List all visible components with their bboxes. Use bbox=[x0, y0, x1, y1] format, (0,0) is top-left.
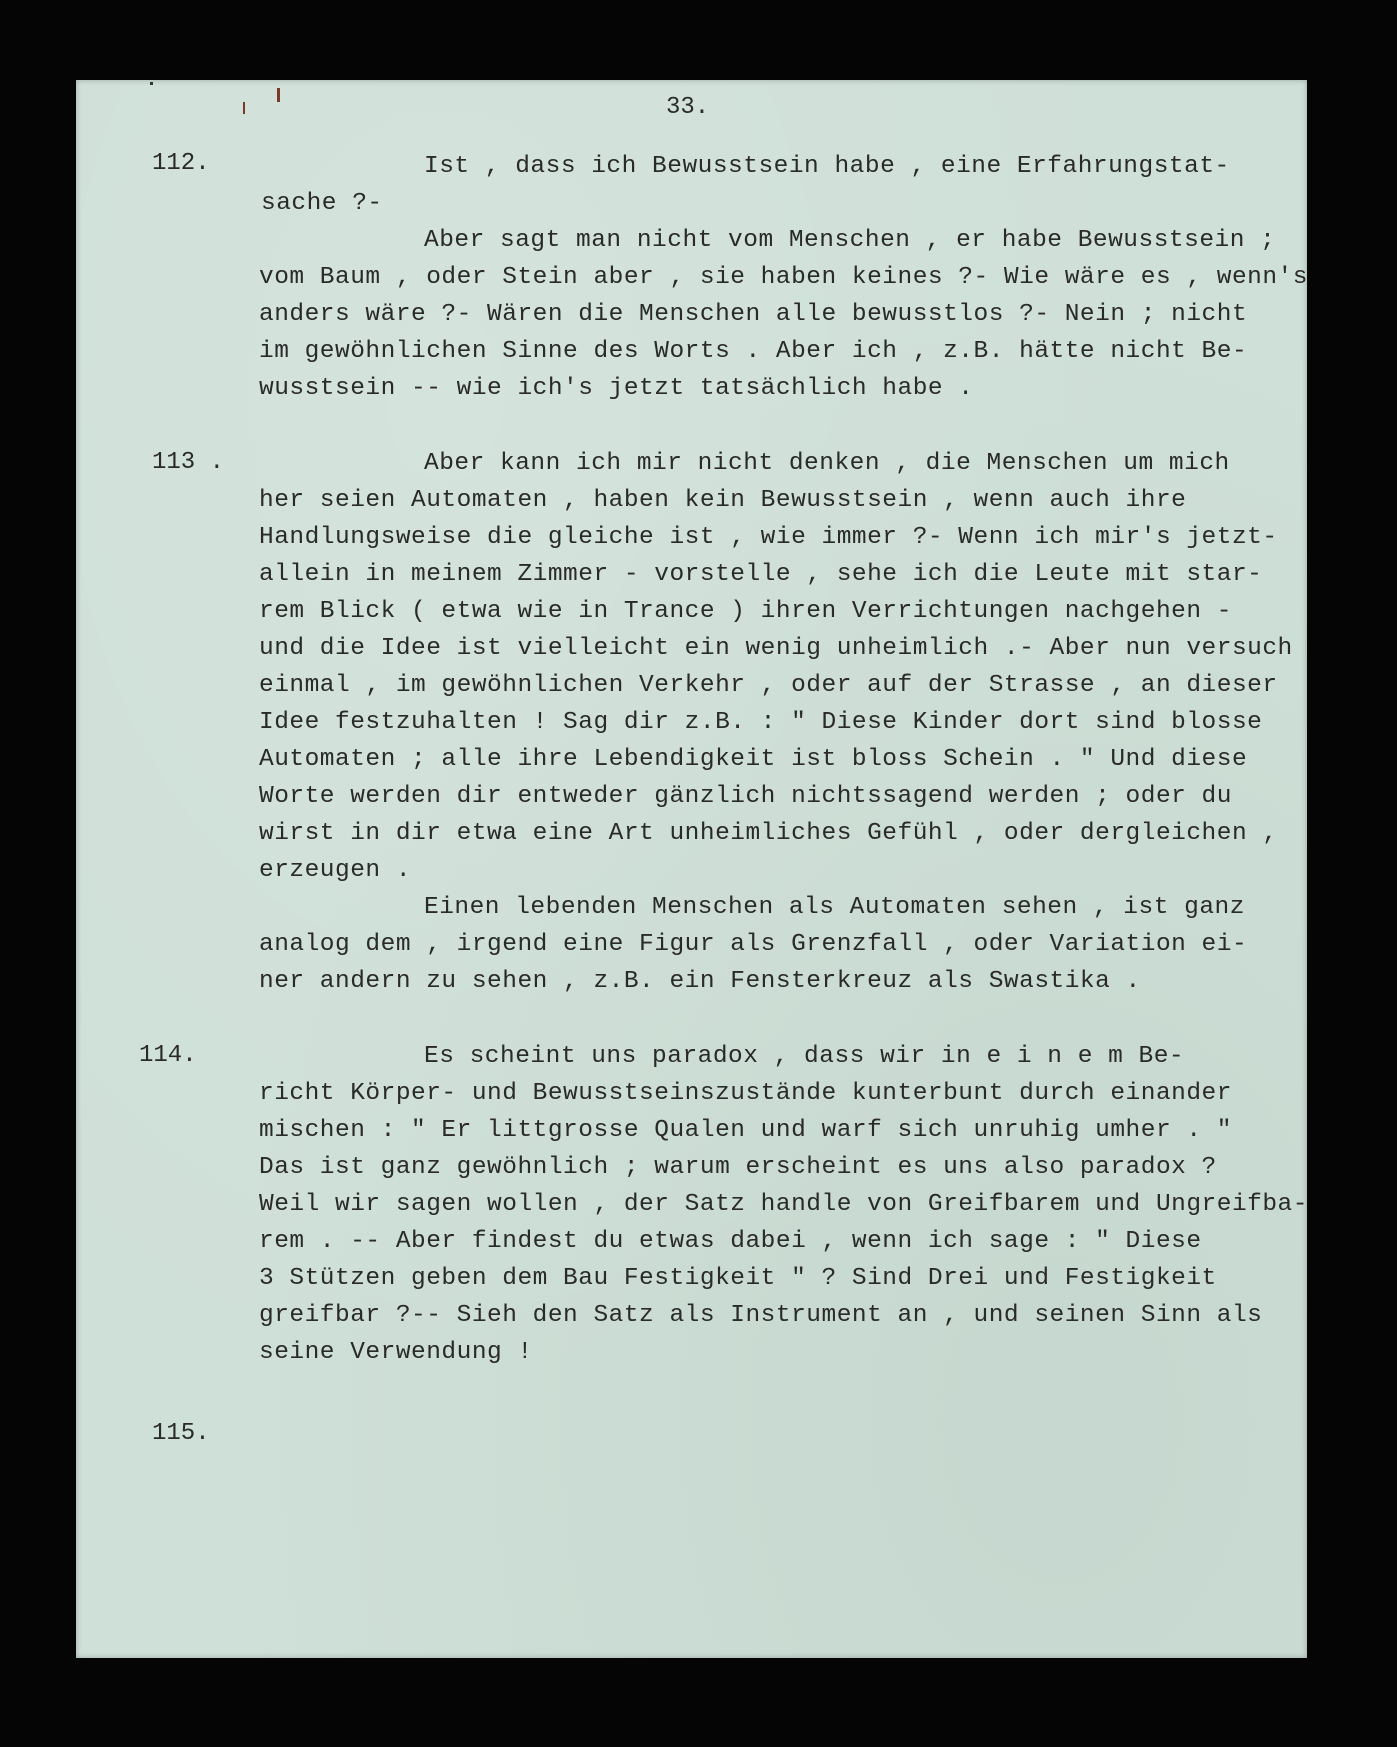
section-number: 115. bbox=[152, 1420, 210, 1447]
text-line: Weil wir sagen wollen , der Satz handle von Greifbarem und Ungreifba- bbox=[259, 1191, 1308, 1218]
text-line: greifbar ?-- Sieh den Satz als Instrument an , und seinen Sinn als bbox=[259, 1302, 1263, 1329]
text-line: Handlungsweise die gleiche ist , wie immer ?- Wenn ich mir's jetzt- bbox=[259, 524, 1278, 551]
text-line: Automaten ; alle ihre Lebendigkeit ist bloss Schein . " Und diese bbox=[259, 746, 1248, 773]
text-line: Aber sagt man nicht vom Menschen , er habe Bewusstsein ; bbox=[424, 227, 1276, 254]
text-line: einmal , im gewöhnlichen Verkehr , oder auf der Strasse , an dieser bbox=[259, 672, 1278, 699]
text-line: Aber kann ich mir nicht denken , die Menschen um mich bbox=[424, 450, 1230, 477]
text-line: sache ?- bbox=[261, 190, 383, 217]
text-line: Einen lebenden Menschen als Automaten sehen , ist ganz bbox=[424, 894, 1245, 921]
ink-mark bbox=[243, 102, 245, 114]
text-line: Idee festzuhalten ! Sag dir z.B. : " Diese Kinder dort sind blosse bbox=[259, 709, 1263, 736]
section-number: 112. bbox=[152, 150, 210, 177]
text-line: anders wäre ?- Wären die Menschen alle bewusstlos ?- Nein ; nicht bbox=[259, 301, 1248, 328]
text-line: her seien Automaten , haben kein Bewusstsein , wenn auch ihre bbox=[259, 487, 1187, 514]
text-line: Ist , dass ich Bewusstsein habe , eine Erfahrungstat- bbox=[424, 153, 1230, 180]
text-line: und die Idee ist vielleicht ein wenig unheimlich .- Aber nun versuch bbox=[259, 635, 1293, 662]
page-number: 33. bbox=[666, 94, 710, 121]
text-line: Das ist ganz gewöhnlich ; warum erscheint es uns also paradox ? bbox=[259, 1154, 1217, 1181]
document-page bbox=[76, 80, 1307, 1658]
text-line: erzeugen . bbox=[259, 857, 412, 884]
text-line: 3 Stützen geben dem Bau Festigkeit " ? Sind Drei und Festigkeit bbox=[259, 1265, 1217, 1292]
text-line: seine Verwendung ! bbox=[259, 1339, 533, 1366]
text-line: rem Blick ( etwa wie in Trance ) ihren Verrichtungen nachgehen - bbox=[259, 598, 1232, 625]
text-line: im gewöhnlichen Sinne des Worts . Aber ich , z.B. hätte nicht Be- bbox=[259, 338, 1248, 365]
text-line: rem . -- Aber findest du etwas dabei , wenn ich sage : " Diese bbox=[259, 1228, 1202, 1255]
text-line: mischen : " Er littgrosse Qualen und warf sich unruhig umher . " bbox=[259, 1117, 1232, 1144]
text-line: wirst in dir etwa eine Art unheimliches Gefühl , oder dergleichen , bbox=[259, 820, 1278, 847]
text-line: wusstsein -- wie ich's jetzt tatsächlich habe . bbox=[259, 375, 974, 402]
section-number: 114. bbox=[139, 1042, 197, 1069]
text-line: vom Baum , oder Stein aber , sie haben keines ?- Wie wäre es , wenn's bbox=[259, 264, 1308, 291]
text-line: ner andern zu sehen , z.B. ein Fensterkreuz als Swastika . bbox=[259, 968, 1141, 995]
ink-mark bbox=[277, 88, 280, 102]
text-line: Worte werden dir entweder gänzlich nichtssagend werden ; oder du bbox=[259, 783, 1232, 810]
section-number: 113 . bbox=[152, 449, 225, 476]
ink-mark bbox=[150, 82, 153, 85]
text-line: allein in meinem Zimmer - vorstelle , sehe ich die Leute mit star- bbox=[259, 561, 1263, 588]
text-line: Es scheint uns paradox , dass wir in e i n e m Be- bbox=[424, 1043, 1185, 1070]
text-line: richt Körper- und Bewusstseinszustände kunterbunt durch einander bbox=[259, 1080, 1232, 1107]
text-line: analog dem , irgend eine Figur als Grenzfall , oder Variation ei- bbox=[259, 931, 1248, 958]
